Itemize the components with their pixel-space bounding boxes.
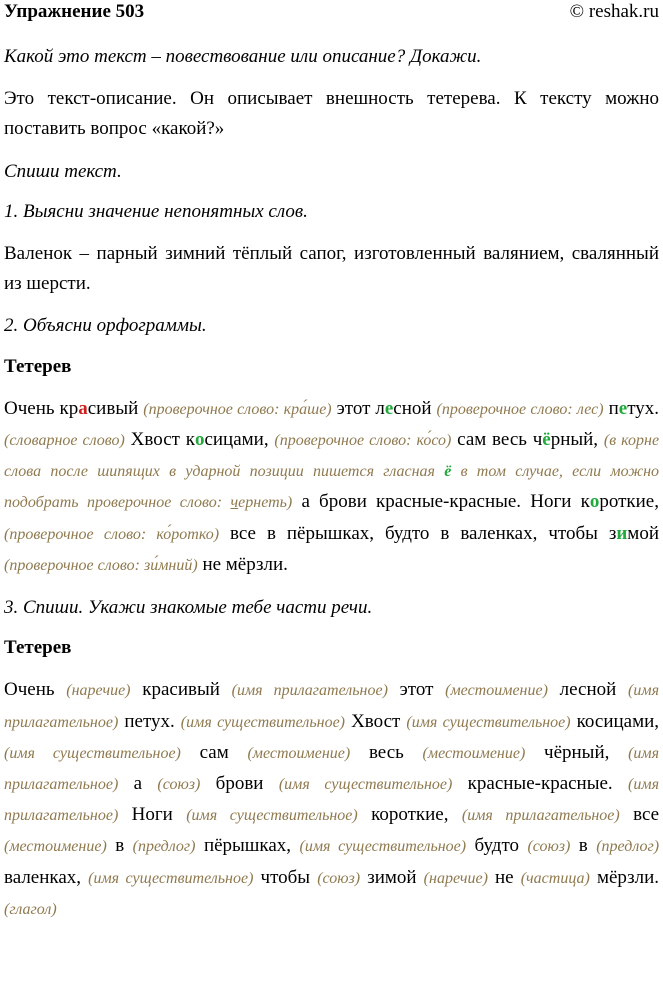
site-credit: © reshak.ru [569, 1, 659, 22]
word: брови [215, 773, 264, 795]
text-with-parts-of-speech [4, 675, 659, 925]
question-text-type: Какой это текст – повествование или описание? Докажи. [4, 46, 482, 67]
task-1: 1. Выясни значение непонятных слов. [4, 200, 308, 222]
note-part: ч [230, 494, 239, 512]
word: а [133, 773, 143, 795]
text-heading-2: Тетерев [4, 637, 72, 659]
note: (проверочное слово: ко́со) [274, 432, 452, 450]
word: петух. [124, 710, 175, 732]
word: не мёрзли. [202, 553, 288, 575]
word: весь [368, 741, 404, 763]
note: (словарное слово) [4, 432, 125, 450]
pos-note: (наречие) [423, 869, 488, 887]
word: этот [399, 679, 434, 701]
pos-note: (предлог) [132, 838, 196, 856]
word: мёрзли. [596, 866, 660, 888]
note-part: ернеть) [238, 494, 293, 512]
note: (проверочное слово: кра́ше) [143, 400, 332, 418]
note: (проверочное слово: лес) [436, 400, 604, 418]
word: в [115, 835, 125, 857]
pos-note: (имя прилагательное) [461, 807, 620, 825]
orthogram-letter: а [78, 397, 88, 419]
pos-note: (местоимение) [247, 744, 351, 762]
pos-note: (имя прилагательное) [4, 682, 660, 731]
task-2: 2. Объясни орфограммы. [4, 315, 207, 337]
orthogram-letter: е [618, 397, 628, 419]
pos-note: (местоимение) [445, 682, 548, 700]
pos-note: (союз) [157, 776, 201, 794]
pos-note: (местоимение) [422, 744, 526, 762]
word: красные-красные. [467, 773, 613, 795]
word: а брови красные-красные. Ноги к [301, 491, 590, 513]
word: короткие, [371, 804, 449, 826]
answer-task-1: Валенок – парный зимний тёплый сапог, изготовленный валянием, свалянный из шерсти. [4, 243, 659, 295]
pos-note: (местоимение) [4, 838, 107, 856]
exercise-title: Упражнение 503 [4, 1, 145, 22]
pos-note: (союз) [317, 869, 361, 887]
pos-note: (имя существительное) [180, 713, 346, 731]
pos-note: (предлог) [596, 838, 660, 856]
word: роткие, [599, 491, 659, 513]
word: Хвост к [130, 429, 195, 451]
note: (проверочное слово: ко́ротко) [4, 525, 220, 543]
word: сам [199, 741, 229, 763]
word: все [633, 804, 660, 826]
orthogram-letter: ё [542, 429, 551, 451]
note-part: в том случае, если можно подобрать проверочное слово: [4, 463, 660, 512]
pos-note: (имя существительное) [406, 713, 571, 731]
word: красивый [142, 679, 220, 701]
text-heading-1: Тетерев [4, 355, 72, 377]
pos-note: (имя прилагательное) [4, 776, 660, 825]
pos-note: (имя существительное) [299, 838, 467, 856]
orthogram-letter: е [384, 397, 394, 419]
text-with-orthograms [4, 394, 659, 581]
word: в [578, 835, 588, 857]
pos-note: (имя существительное) [4, 744, 181, 762]
pos-note: (глагол) [4, 900, 57, 918]
word: сицами, [204, 429, 269, 451]
word: п [608, 397, 619, 419]
pos-note: (имя прилагательное) [231, 682, 388, 700]
word: пёрышках, [203, 835, 292, 857]
orthogram-letter: о [194, 429, 205, 451]
word: тух. [627, 397, 660, 419]
pos-note: (имя существительное) [88, 869, 254, 887]
answer-text-type: Это текст-описание. Он описывает внешность тетерева. К тексту можно поставить вопрос «какой?» [4, 88, 659, 140]
word: валенках, [4, 866, 82, 888]
pos-note: (имя существительное) [186, 807, 358, 825]
orthogram-letter: ё [444, 463, 452, 481]
orthogram-letter: о [589, 491, 600, 513]
word: не [495, 866, 514, 888]
word: лесной [559, 679, 617, 701]
note: (проверочное слово: зи́мний) [4, 556, 198, 574]
pos-note: (имя прилагательное) [4, 744, 660, 794]
word: все в пёрышках, будто в валенках, чтобы з [230, 522, 617, 544]
orthogram-letter: и [616, 522, 628, 544]
pos-note: (имя существительное) [278, 776, 453, 794]
word: Хвост [351, 710, 401, 732]
word: Очень кр [4, 397, 79, 419]
header [4, 0, 659, 24]
word: сам весь ч [457, 429, 543, 451]
word: этот л [336, 397, 385, 419]
pos-note: (частица) [520, 869, 590, 887]
word: сной [393, 397, 432, 419]
word: Очень [4, 679, 55, 701]
pos-note: (наречие) [66, 682, 131, 700]
word: косицами, [576, 710, 660, 732]
word: сивый [87, 397, 139, 419]
word: чёрный, [544, 741, 610, 763]
task-3: 3. Спиши. Укажи знакомые тебе части речи. [4, 597, 373, 619]
word: Ноги [131, 804, 173, 826]
task-copy-text: Спиши текст. [4, 160, 122, 182]
word: будто [474, 835, 520, 857]
word: чтобы [260, 866, 311, 888]
word: мой [627, 522, 659, 544]
word: зимой [367, 866, 417, 888]
pos-note: (союз) [527, 838, 571, 856]
word: рный, [550, 429, 599, 451]
note-part: (в корне слова после шипящих в ударной позиции пишется гласная [4, 432, 660, 481]
